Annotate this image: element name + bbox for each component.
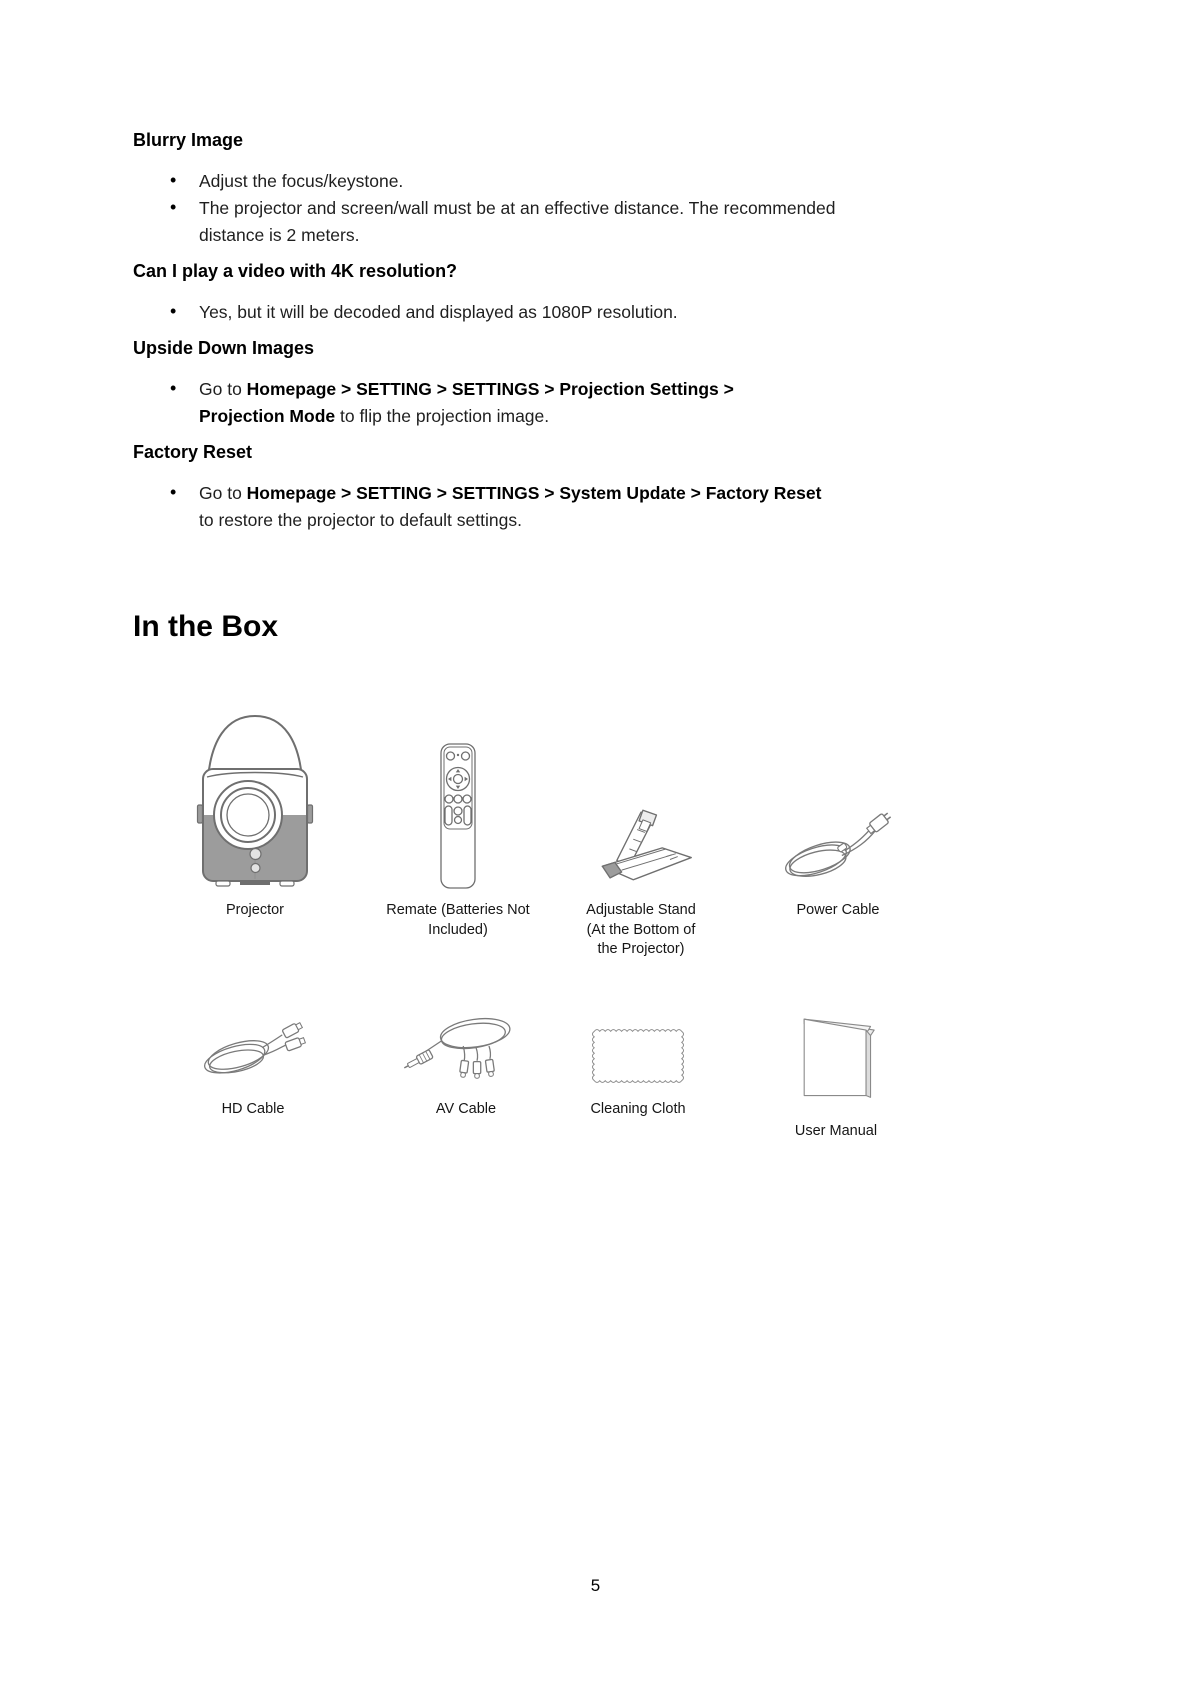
bullet-text: distance is 2 meters. [199, 225, 360, 245]
bullet-text: Adjust the focus/keystone. [199, 171, 404, 191]
remote-illustration [437, 741, 479, 891]
in-the-box-heading: In the Box [133, 610, 279, 643]
section-heading-upside-down-images: Upside Down Images [133, 338, 315, 358]
bullet-list [133, 168, 943, 249]
power-cable-illustration [771, 799, 905, 891]
adjustable-stand-illustration [583, 799, 699, 891]
projector-illustration [180, 699, 330, 891]
box-item-adjustable-stand [577, 695, 705, 960]
in-the-box-grid [0, 695, 1191, 1175]
hd-cable-illustration [189, 998, 317, 1090]
list-item [199, 480, 943, 534]
box-item-cleaning-cloth [587, 990, 689, 1120]
box-item-projector [180, 695, 330, 921]
box-item-hd-cable [189, 990, 317, 1120]
bullet-text-bold: Homepage > SETTING > SETTINGS > System Update > Factory Reset [246, 483, 822, 503]
user-manual-illustration [786, 990, 886, 1112]
bullet-text: Go to [199, 379, 247, 399]
list-item [199, 168, 943, 195]
bullet-text: Yes, but it will be decoded and displayed as 1080P resolution. [199, 302, 678, 322]
bullet-text-bold: Projection Mode [199, 406, 336, 426]
item-label: Power Cable [796, 902, 880, 918]
bullet-list [133, 480, 943, 534]
box-item-user-manual [786, 990, 886, 1142]
section-heading-4k-resolution: Can I play a video with 4K resolution? [133, 261, 458, 281]
cleaning-cloth-illustration [587, 1022, 689, 1090]
item-label: HD Cable [221, 1101, 285, 1117]
box-item-power-cable [771, 695, 905, 921]
bullet-text: The projector and screen/wall must be at an effective distance. The recommended [199, 198, 836, 218]
section-heading-factory-reset: Factory Reset [133, 442, 253, 462]
list-item [199, 299, 943, 326]
bullet-text: to restore the projector to default settings. [199, 510, 522, 530]
box-item-remote [384, 695, 532, 940]
item-label: Adjustable Stand (At the Bottom of the Projector) [586, 902, 696, 957]
list-item [199, 195, 943, 249]
page-number: 5 [590, 1576, 601, 1595]
bullet-text-bold: Homepage > SETTING > SETTINGS > Projection Settings > [246, 379, 734, 399]
bullet-list [133, 376, 943, 430]
item-label: Projector [225, 902, 285, 918]
bullet-text: to flip the projection image. [335, 406, 550, 426]
av-cable-illustration [397, 1002, 535, 1090]
bullet-text: Go to [199, 483, 247, 503]
bullet-list [133, 299, 943, 326]
item-label: AV Cable [435, 1101, 497, 1117]
list-item [199, 376, 943, 430]
item-label: Remate (Batteries Not Included) [386, 902, 530, 938]
box-item-av-cable [397, 990, 535, 1120]
item-label: User Manual [794, 1123, 878, 1139]
faq-section [133, 128, 943, 542]
item-label: Cleaning Cloth [590, 1101, 686, 1117]
section-heading-blurry-image: Blurry Image [133, 130, 244, 150]
